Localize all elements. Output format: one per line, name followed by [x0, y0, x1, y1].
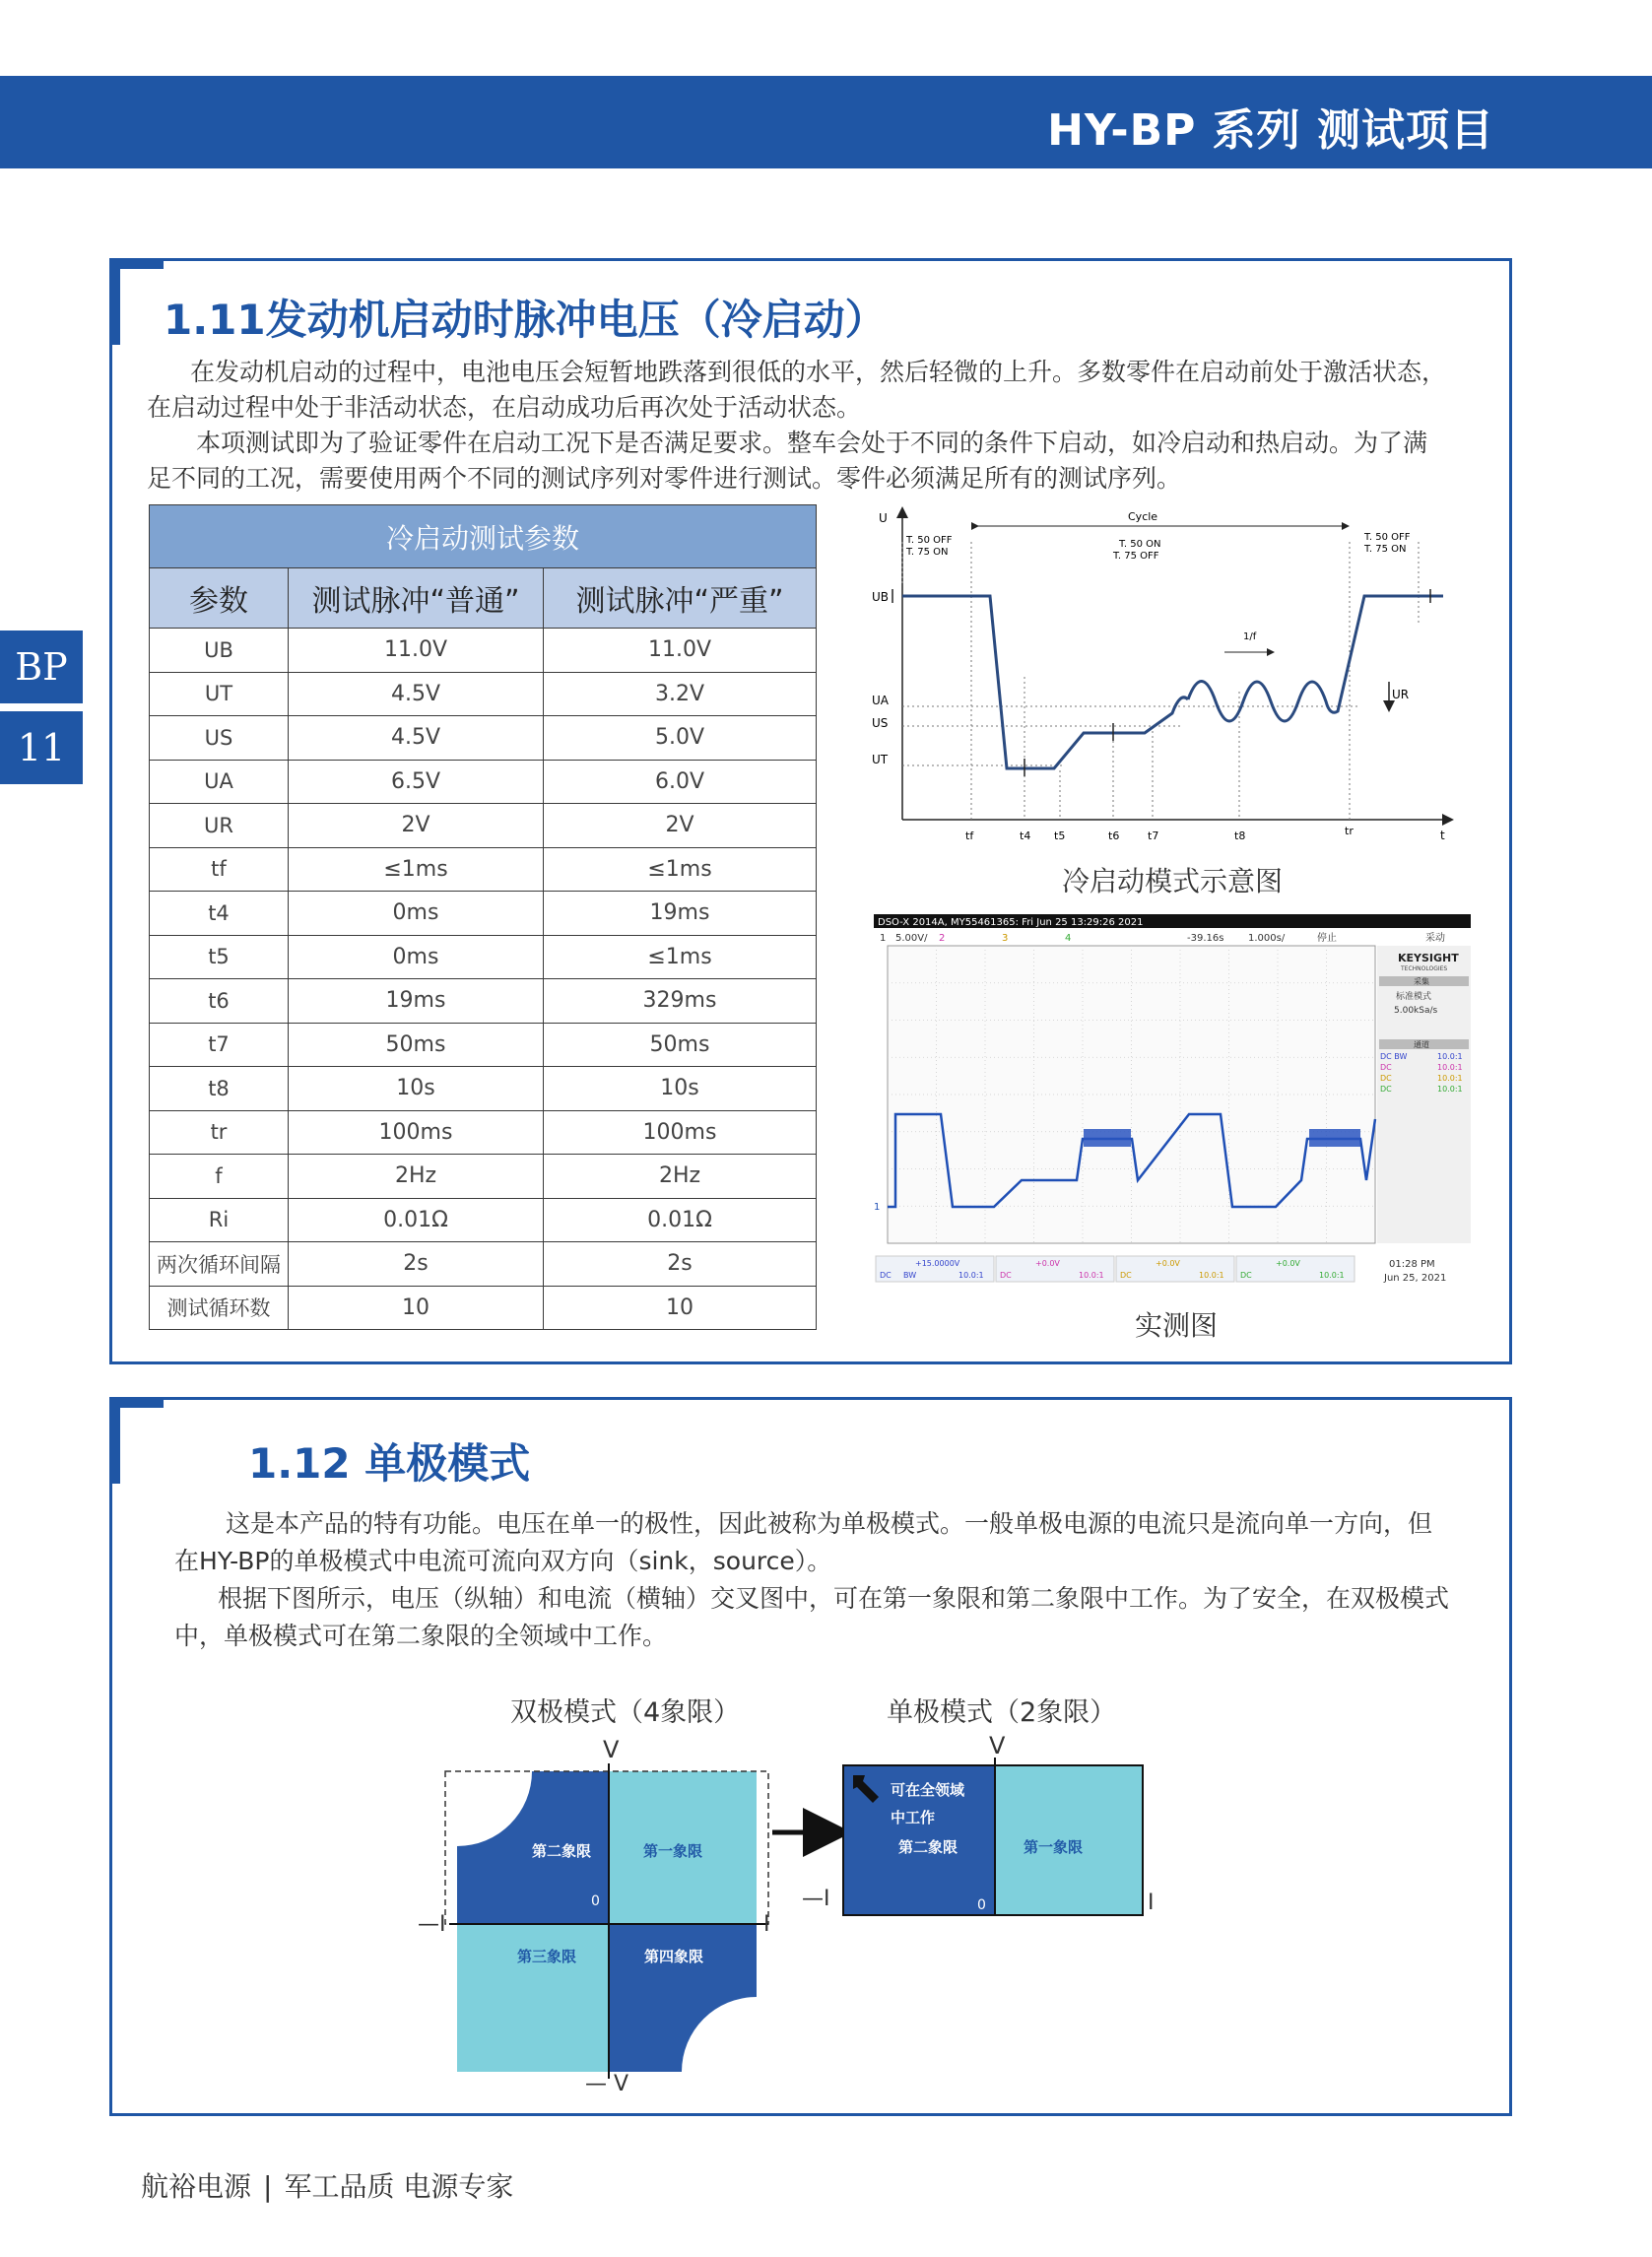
- left-on-label: T. 75 ON: [906, 547, 949, 558]
- param-value-cell: 3.2V: [544, 672, 817, 716]
- axis-label: —I: [802, 1887, 830, 1911]
- table-row: [150, 979, 817, 1024]
- unipolar-title: 单极模式（2象限）: [887, 1697, 1117, 1728]
- quadrant-label: 第一象限: [1024, 1838, 1084, 1856]
- run-state: 停止: [1317, 933, 1337, 944]
- level-label: UB: [872, 590, 890, 604]
- section-intro: [174, 1505, 1455, 1655]
- table-row: [150, 716, 817, 761]
- table-header: 测试脉冲“严重”: [544, 568, 817, 629]
- scope-title: DSO-X 2014A, MY55461365: Fri Jun 25 13:29:26 2021: [878, 917, 1144, 928]
- chan-coupling: DC: [1380, 1085, 1392, 1094]
- axis-label: V: [989, 1732, 1006, 1759]
- param-name-cell: tf: [150, 847, 289, 892]
- param-value-cell: 100ms: [544, 1110, 817, 1155]
- param-value-cell: 5.0V: [544, 716, 817, 761]
- note-label: 中工作: [891, 1809, 936, 1826]
- param-name-cell: UR: [150, 804, 289, 848]
- param-value-cell: 0.01Ω: [289, 1198, 544, 1242]
- level-label: UT: [872, 753, 889, 766]
- param-name-cell: US: [150, 716, 289, 761]
- waveform-end: [1188, 596, 1443, 721]
- left-off-label: T. 50 OFF: [906, 535, 953, 546]
- table-row: [150, 1242, 817, 1287]
- table-row: [150, 935, 817, 979]
- channel-number: 4: [1065, 933, 1072, 944]
- param-value-cell: 10s: [289, 1067, 544, 1111]
- level-label: UA: [872, 694, 889, 707]
- param-value-cell: 11.0V: [544, 629, 817, 673]
- trigger-mode: 采动: [1425, 933, 1445, 944]
- param-value-cell: ≤1ms: [544, 935, 817, 979]
- chan-ratio: 10.0:1: [1437, 1085, 1463, 1094]
- note-label: 可在全领域: [891, 1781, 965, 1799]
- channel-ratio: 10.0:1: [1199, 1271, 1224, 1280]
- cold-start-waveform-diagram: [867, 504, 1458, 854]
- time-tick: t6: [1108, 830, 1120, 842]
- footer-separator: |: [263, 2170, 273, 2203]
- time-tick: tr: [1345, 825, 1354, 837]
- bipolar-title: 双极模式（4象限）: [510, 1697, 741, 1728]
- channel-coupling: DC: [880, 1271, 892, 1280]
- channel-offset: +0.0V: [1156, 1259, 1180, 1268]
- table-row: [150, 1198, 817, 1242]
- paragraph: 这是本产品的特有功能。电压在单一的极性，因此被称为单极模式。一般单极电源的电流只是流向单一方向，但在HY-BP的单极模式中电流可流向双方向（sink，source）。: [174, 1509, 1433, 1575]
- section-title: 1.12 单极模式: [248, 1439, 531, 1488]
- cold-start-params-table: [149, 504, 817, 1330]
- right-off-label: T. 50 OFF: [1364, 532, 1411, 543]
- ch1-scale: 5.00V/: [895, 933, 928, 944]
- section-corner-accent: [109, 1397, 120, 1484]
- param-value-cell: 329ms: [544, 979, 817, 1024]
- acq-mode: 标准模式: [1396, 992, 1432, 1002]
- param-value-cell: 2Hz: [289, 1155, 544, 1199]
- channel-offset: +0.0V: [1276, 1259, 1300, 1268]
- level-label: US: [872, 716, 889, 730]
- channel-ratio: 10.0:1: [1079, 1271, 1104, 1280]
- axis-label: V: [603, 1736, 620, 1763]
- quadrant-label: 第四象限: [644, 1948, 704, 1965]
- param-name-cell: t5: [150, 935, 289, 979]
- param-value-cell: 11.0V: [289, 629, 544, 673]
- acq-rate: 5.00kSa/s: [1394, 1006, 1438, 1016]
- table-row: [150, 1023, 817, 1067]
- channel-coupling: DC: [1000, 1271, 1012, 1280]
- quadrant-label: 第一象限: [643, 1842, 703, 1860]
- section-title: 1.11发动机启动时脉冲电压（冷启动）: [164, 296, 887, 344]
- param-value-cell: ≤1ms: [544, 847, 817, 892]
- mid-off-label: T. 75 OFF: [1113, 551, 1159, 562]
- param-name-cell: UB: [150, 629, 289, 673]
- oscilloscope-capture: [874, 914, 1471, 1289]
- param-value-cell: 19ms: [289, 979, 544, 1024]
- quadrant-label: 第二象限: [532, 1842, 592, 1860]
- level-label: UR: [1392, 688, 1410, 701]
- time-offset: -39.16s: [1187, 933, 1224, 944]
- table-header: 参数: [150, 568, 289, 629]
- channel-ratio: 10.0:1: [958, 1271, 984, 1280]
- channel-offset: +0.0V: [1035, 1259, 1060, 1268]
- param-value-cell: 10s: [544, 1067, 817, 1111]
- time-scale: 1.000s/: [1248, 933, 1286, 944]
- table-body: [150, 629, 817, 1330]
- table-row: [150, 672, 817, 716]
- param-value-cell: 100ms: [289, 1110, 544, 1155]
- ripple-burst: [1084, 1129, 1131, 1147]
- paragraph: 在发动机启动的过程中，电池电压会短暂地跌落到很低的水平，然后轻微的上升。多数零件在启动前处于激活状态，在启动过程中处于非活动状态，在启动成功后再次处于活动状态。: [147, 358, 1447, 422]
- ripple-burst: [1309, 1129, 1360, 1147]
- table-row: [150, 1155, 817, 1199]
- time-tick: t7: [1148, 830, 1159, 842]
- chan-coupling: DC: [1380, 1074, 1392, 1083]
- param-value-cell: 10: [289, 1286, 544, 1330]
- param-value-cell: 2s: [544, 1242, 817, 1287]
- param-name-cell: UA: [150, 760, 289, 804]
- param-value-cell: 6.0V: [544, 760, 817, 804]
- param-value-cell: 0ms: [289, 892, 544, 936]
- channel-number: 3: [1002, 933, 1009, 944]
- page-number-tab: 11: [0, 711, 83, 784]
- level-guides: [902, 542, 1419, 820]
- quadrant-label: 第三象限: [517, 1948, 577, 1965]
- time-tick: t4: [1020, 830, 1031, 842]
- chan-ratio: 10.0:1: [1437, 1052, 1463, 1061]
- clock-time: 01:28 PM: [1389, 1259, 1435, 1270]
- footer-slogan: 军工品质 电源专家: [284, 2170, 514, 2203]
- table-title: 冷启动测试参数: [150, 505, 817, 568]
- param-name-cell: 测试循环数: [150, 1286, 289, 1330]
- axis-label: I: [1148, 1891, 1155, 1915]
- param-name-cell: t6: [150, 979, 289, 1024]
- param-value-cell: 0.01Ω: [544, 1198, 817, 1242]
- scope-caption: 实测图: [1135, 1309, 1219, 1342]
- table-row: [150, 1067, 817, 1111]
- param-value-cell: 50ms: [289, 1023, 544, 1067]
- time-tick: t8: [1234, 830, 1246, 842]
- brand-logo: KEYSIGHT: [1398, 952, 1459, 964]
- param-name-cell: tr: [150, 1110, 289, 1155]
- table-row: [150, 892, 817, 936]
- axis-label: I: [763, 1912, 770, 1937]
- paragraph: 根据下图所示，电压（纵轴）和电流（横轴）交叉图中，可在第一象限和第二象限中工作。为了安全，在双极模式中，单极模式可在第二象限的全领域中工作。: [174, 1584, 1450, 1650]
- origin-label: 0: [977, 1897, 986, 1913]
- y-axis-label: U: [879, 511, 888, 525]
- brand-sub: TECHNOLOGIES: [1401, 965, 1448, 972]
- chan-ratio: 10.0:1: [1437, 1074, 1463, 1083]
- clock-date: Jun 25, 2021: [1384, 1273, 1447, 1284]
- bipolar-q3: [457, 1924, 609, 2072]
- chan-coupling: DC: [1380, 1063, 1392, 1072]
- table-row: [150, 1110, 817, 1155]
- axis-label: —I: [418, 1912, 446, 1937]
- param-value-cell: 19ms: [544, 892, 817, 936]
- quadrant-diagram: [394, 1687, 1182, 2100]
- table-row: [150, 1286, 817, 1330]
- table-row: [150, 760, 817, 804]
- param-value-cell: 2V: [544, 804, 817, 848]
- param-value-cell: 2Hz: [544, 1155, 817, 1199]
- x-axis-label: t: [1440, 829, 1445, 842]
- chan-title: 通道: [1414, 1040, 1429, 1049]
- footer: [141, 2165, 513, 2205]
- chan-ratio: 10.0:1: [1437, 1063, 1463, 1072]
- param-name-cell: t8: [150, 1067, 289, 1111]
- channel-coupling: DC: [1120, 1271, 1132, 1280]
- param-name-cell: f: [150, 1155, 289, 1199]
- table-row: [150, 629, 817, 673]
- channel-number: 2: [939, 933, 946, 944]
- channel-bw: BW: [903, 1271, 917, 1280]
- param-name-cell: Ri: [150, 1198, 289, 1242]
- time-tick: tf: [965, 830, 974, 842]
- param-value-cell: 50ms: [544, 1023, 817, 1067]
- acq-title: 采集: [1414, 977, 1429, 986]
- time-tick: t5: [1054, 830, 1066, 842]
- param-value-cell: 2V: [289, 804, 544, 848]
- scope-side-panel: [1377, 946, 1471, 1243]
- origin-label: 0: [591, 1893, 600, 1909]
- param-value-cell: 2s: [289, 1242, 544, 1287]
- param-name-cell: t4: [150, 892, 289, 936]
- param-value-cell: 6.5V: [289, 760, 544, 804]
- mid-on-label: T. 50 ON: [1119, 539, 1161, 550]
- axis-label: — V: [585, 2072, 629, 2096]
- channel-ratio: 10.0:1: [1319, 1271, 1345, 1280]
- ground-marker: 1: [874, 1202, 881, 1213]
- series-tab: BP: [0, 631, 83, 703]
- channel-number: 1: [880, 933, 887, 944]
- param-value-cell: ≤1ms: [289, 847, 544, 892]
- freq-label: 1/f: [1243, 631, 1257, 642]
- param-value-cell: 4.5V: [289, 716, 544, 761]
- footer-brand: 航裕电源: [141, 2170, 252, 2203]
- table-row: [150, 804, 817, 848]
- param-name-cell: t7: [150, 1023, 289, 1067]
- cycle-label: Cycle: [1128, 510, 1158, 523]
- param-name-cell: 两次循环间隔: [150, 1242, 289, 1287]
- channel-coupling: DC: [1240, 1271, 1252, 1280]
- param-name-cell: UT: [150, 672, 289, 716]
- page-title: HY-BP 系列 测试项目: [1047, 105, 1494, 156]
- param-value-cell: 0ms: [289, 935, 544, 979]
- section-corner-accent: [109, 258, 120, 345]
- chan-coupling: DC BW: [1380, 1052, 1408, 1061]
- param-value-cell: 10: [544, 1286, 817, 1330]
- channel-offset: +15.0000V: [915, 1259, 960, 1268]
- quadrant-label: 第二象限: [898, 1838, 958, 1856]
- diagram-caption: 冷启动模式示意图: [1062, 865, 1284, 897]
- paragraph: 本项测试即为了验证零件在启动工况下是否满足要求。整车会处于不同的条件下启动，如冷启动和热启动。为了满足不同的工况，需要使用两个不同的测试序列对零件进行测试。零件必须满足所有的测试序列。: [147, 429, 1428, 493]
- param-value-cell: 4.5V: [289, 672, 544, 716]
- right-on-label: T. 75 ON: [1364, 544, 1407, 555]
- table-header: 测试脉冲“普通”: [289, 568, 544, 629]
- table-row: [150, 847, 817, 892]
- section-intro: [147, 355, 1447, 497]
- waveform-start: [902, 596, 1188, 768]
